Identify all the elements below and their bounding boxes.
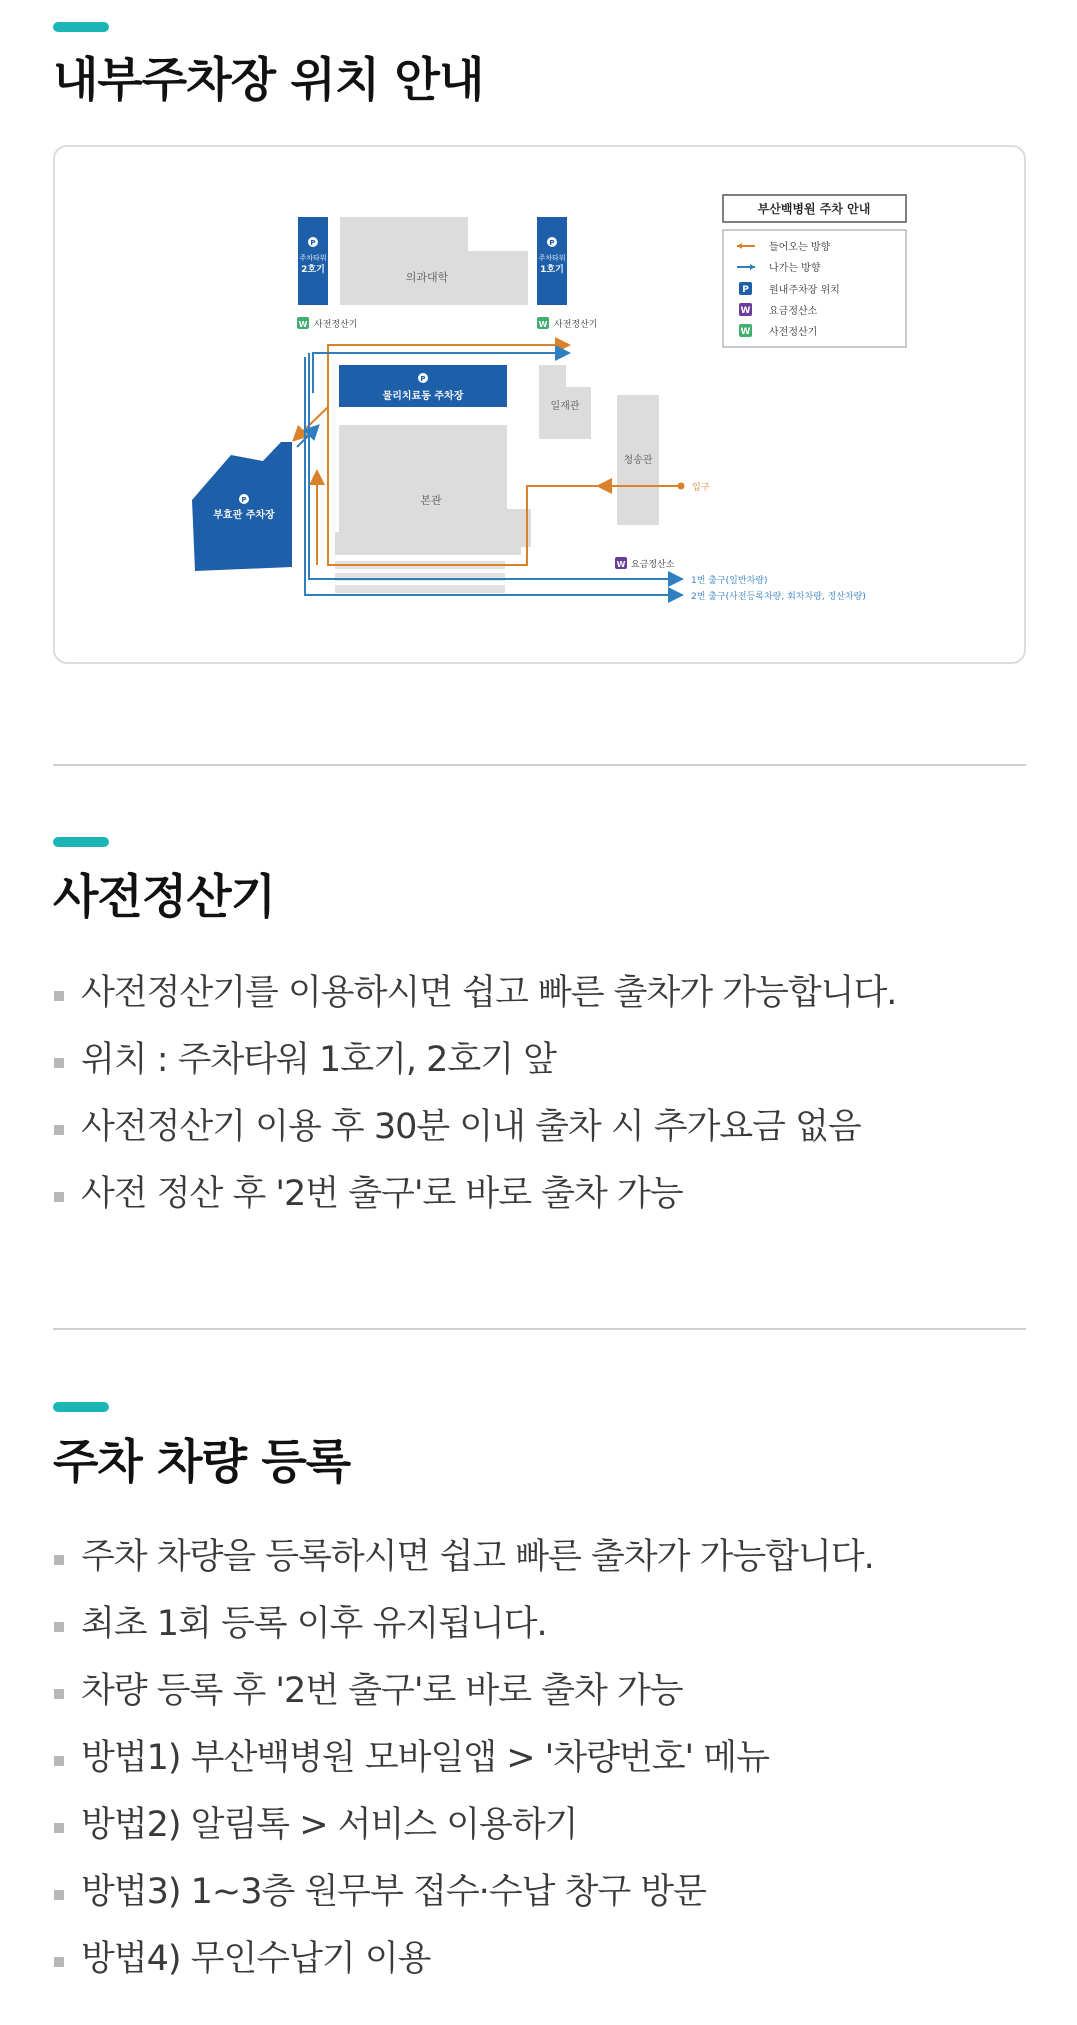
ilje-label: 일재관 [550,401,580,412]
svg-text:P: P [549,239,555,247]
medical-college-label: 의과대학 [405,271,449,284]
svg-text:1호기: 1호기 [540,265,564,275]
svg-text:P: P [420,375,426,383]
list-item: 방법4) 무인수납기 이용 [53,1926,1033,1993]
svg-text:P: P [310,239,316,247]
list-item: 위치 : 주차타워 1호기, 2호기 앞 [53,1027,1033,1094]
svg-text:W: W [740,306,751,316]
legend-item: 사전정산기 [769,327,818,338]
section-accent-bar [53,22,109,32]
outbound-arrow [297,427,317,447]
toll-booth-label: 요금정산소 [631,560,675,570]
svg-text:W: W [538,320,548,329]
legend-item: 원내주차장 위치 [769,285,840,296]
buhyo-parking-label: 부효관 주차장 [213,510,275,521]
buhyo-parking [192,442,292,571]
list-item: 사전정산기를 이용하시면 쉽고 빠른 출차가 가능합니다. [53,960,1033,1027]
medical-college-building [340,217,528,305]
list-item: 사전 정산 후 '2번 출구'로 바로 출차 가능 [53,1161,1033,1228]
legend-title: 부산백병원 주차 안내 [757,202,871,216]
legend-item: 들어오는 방향 [769,242,831,253]
list-item: 사전정산기 이용 후 30분 이내 출차 시 추가요금 없음 [53,1094,1033,1161]
main-building-label: 본관 [420,494,442,507]
section-accent-bar [53,1402,109,1412]
list-item: 주차 차량을 등록하시면 쉽고 빠른 출차가 가능합니다. [53,1524,1033,1591]
kiosk-section-title: 사전정산기 [53,870,276,925]
svg-text:2호기: 2호기 [301,265,325,275]
svg-text:P: P [742,285,749,295]
list-item: 최초 1회 등록 이후 유지됩니다. [53,1591,1033,1658]
list-item: 방법3) 1~3층 원무부 접수·수납 창구 방문 [53,1859,1033,1926]
map-section-title: 내부주차장 위치 안내 [53,53,484,108]
kiosk-info-list [53,960,1033,1228]
exit1-label: 1번 출구(일반차량) [691,576,768,586]
registration-info-list [53,1524,1033,1993]
kiosk-label-right: 사전정산기 [554,320,598,330]
list-item: 방법2) 알림톡 > 서비스 이용하기 [53,1792,1033,1859]
pt-parking-label: 물리치료동 주차장 [382,391,464,402]
exit2-label: 2번 출구(사전등록차량, 회차차량, 정산차량) [691,592,866,602]
svg-text:주차타워: 주차타워 [538,254,566,262]
kiosk-label-left: 사전정산기 [314,320,358,330]
legend-item: 요금정산소 [769,306,818,317]
section-divider [53,1328,1026,1330]
parking-map-card [53,145,1026,664]
list-item: 방법1) 부산백병원 모바일앱 > '차량번호' 메뉴 [53,1725,1033,1792]
main-building [335,425,531,555]
svg-text:주차타워: 주차타워 [299,254,327,262]
entrance-label: 입구 [692,483,710,493]
section-accent-bar [53,837,109,847]
cheongsong-label: 청송관 [623,455,653,466]
section-divider [53,764,1026,766]
inbound-arrow [295,407,328,439]
parking-map [55,147,1024,662]
svg-text:W: W [298,320,308,329]
svg-text:W: W [740,327,751,337]
svg-text:P: P [241,496,247,504]
legend-item: 나가는 방향 [769,263,821,274]
registration-section-title: 주차 차량 등록 [53,1435,351,1490]
list-item: 차량 등록 후 '2번 출구'로 바로 출차 가능 [53,1658,1033,1725]
svg-text:W: W [616,560,626,569]
